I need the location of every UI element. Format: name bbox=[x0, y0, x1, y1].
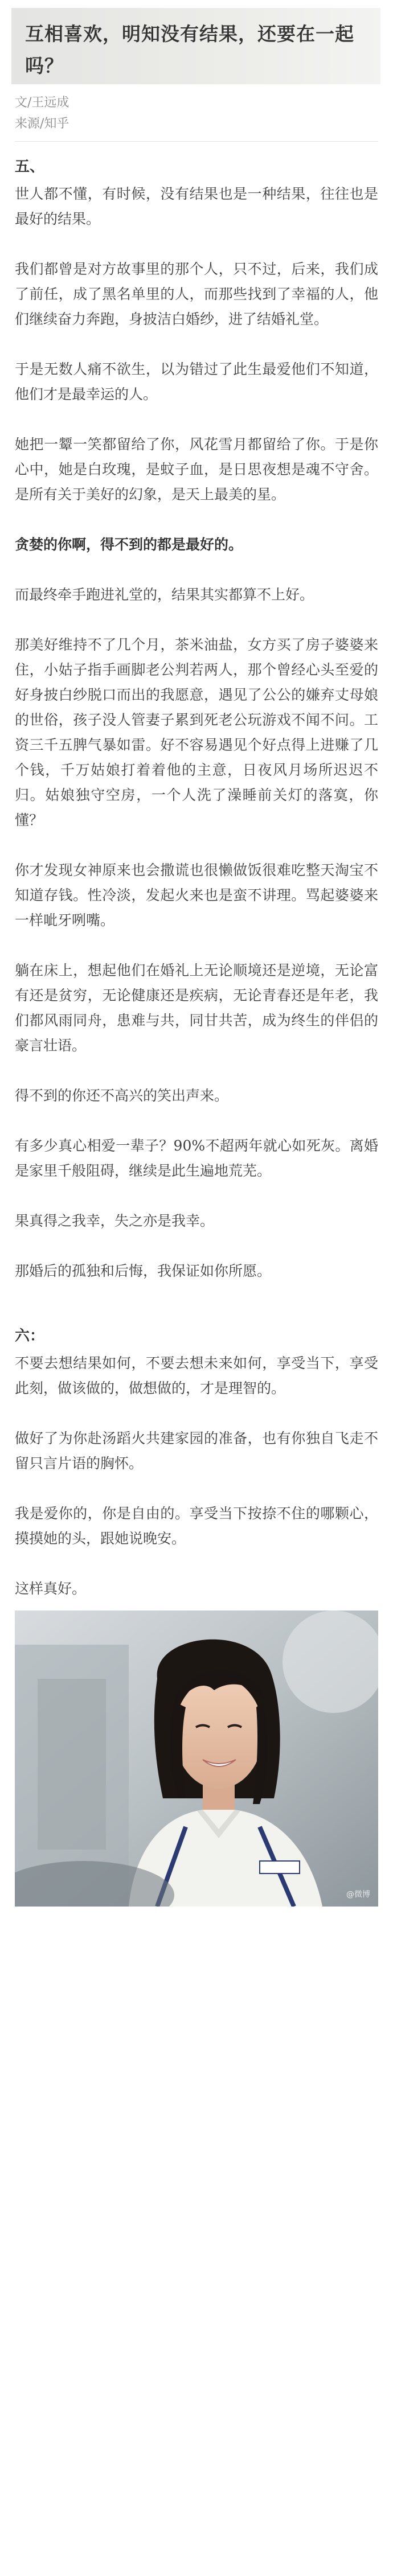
paragraph: 得不到的你还不高兴的笑出声来。 bbox=[15, 1087, 229, 1104]
article-photo bbox=[15, 1610, 378, 1907]
article-title: 互相喜欢，明知没有结果，还要在一起吗？ bbox=[25, 23, 354, 77]
source-line: 来源/知乎 bbox=[15, 117, 69, 131]
meta-divider bbox=[15, 141, 378, 142]
highlight-paragraph: 贪婪的你啊，得不到的都是最好的。 bbox=[15, 536, 243, 553]
paragraph: 果真得之我幸，失之亦是我幸。 bbox=[15, 1213, 215, 1229]
title-banner bbox=[15, 8, 378, 87]
paragraph: 做好了为你赴汤蹈火共建家园的准备，也有你独自飞走不留只言片语的胸怀。 bbox=[15, 1430, 378, 1472]
section-6 bbox=[15, 1324, 378, 1601]
paragraph: 那美好维持不了几个月，茶米油盐，女方买了房子婆婆来住，小姑子指手画脚老公判若两人，那个曾经心头至爱的好身披白纱脱口而出的我愿意，遇见了公公的嫌弃丈母娘的世俗，孩子没人管妻子累到死老公玩游戏不闻不问。工资三千五脾气暴如雷。好不容易遇见个好点得上进赚了几个钱，千万姑娘打着着他的主意，日夜风月场所迟迟不归。姑娘独守空房，一个人洗了澡睡前关灯的落寞，你懂？ bbox=[15, 636, 378, 828]
section-number: 六： bbox=[15, 1328, 45, 1345]
paragraph: 我们都曾是对方故事里的那个人，只不过，后来，我们成了前任，成了黑名单里的人，而那些找到了幸福的人，他们继续奋力奔跑，身披洁白婚纱，进了结婚礼堂。 bbox=[15, 261, 378, 327]
paragraph: 她把一颦一笑都留给了你，风花雪月都留给了你。于是你心中，她是白玫瑰，是蚊子血，是日思夜想是魂不守舍。是所有关于美好的幻象，是天上最美的星。 bbox=[15, 436, 378, 503]
section-5 bbox=[15, 154, 378, 1284]
paragraph: 不要去想结果如何，不要去想未来如何，享受当下，享受此刻，做该做的，做想做的，才是理智的。 bbox=[15, 1355, 378, 1396]
photo-watermark: @微博 bbox=[346, 1890, 370, 1899]
paragraph: 世人都不懂，有时候，没有结果也是一种结果，往往也是最好的结果。 bbox=[15, 186, 378, 227]
paragraph: 而最终牵手跑进礼堂的，结果其实都算不上好。 bbox=[15, 586, 314, 603]
paragraph: 于是无数人痛不欲生，以为错过了此生最爱他们不知道，他们才是最幸运的人。 bbox=[15, 361, 378, 402]
author-line: 文/王远成 bbox=[15, 96, 69, 110]
section-number: 五、 bbox=[15, 158, 45, 175]
paragraph: 你才发现女神原来也会撒谎也很懒做饭很难吃整天淘宝不知道存钱。性冷淡，发起火来也是蛮不讲理。骂起婆婆来一样呲牙咧嘴。 bbox=[15, 862, 378, 928]
article-meta bbox=[15, 92, 378, 134]
paragraph: 那婚后的孤独和后悔，我保证如你所愿。 bbox=[15, 1263, 272, 1279]
photo-illustration bbox=[15, 1610, 378, 1907]
paragraph: 这样真好。 bbox=[15, 1580, 87, 1597]
paragraph: 躺在床上，想起他们在婚礼上无论顺境还是逆境，无论富有还是贫穷，无论健康还是疾病，无论青春还是年老，我们都风雨同舟，患难与共，同甘共苦，成为终生的伴侣的豪言壮语。 bbox=[15, 962, 378, 1054]
paragraph: 有多少真心相爱一辈子？90%不超两年就心如死灰。离婚是家里千般阻碍，继续是此生遍地荒芜。 bbox=[15, 1137, 378, 1179]
paragraph: 我是爱你的，你是自由的。享受当下按捺不住的哪颗心，摸摸她的头，跟她说晚安。 bbox=[15, 1505, 378, 1547]
